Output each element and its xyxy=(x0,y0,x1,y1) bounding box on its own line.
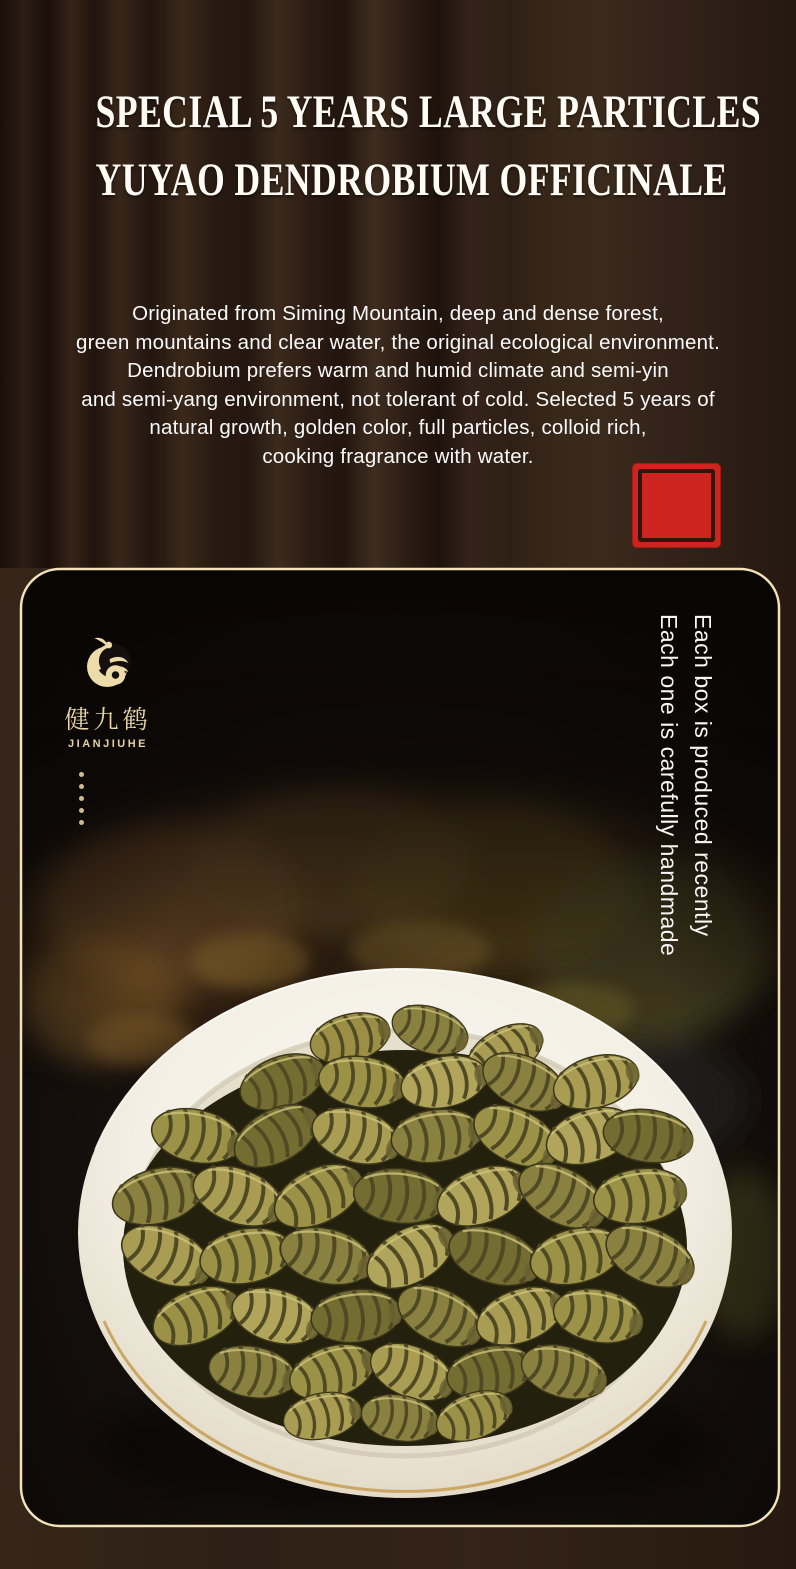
description-line: cooking fragrance with water. xyxy=(262,444,534,468)
crane-logo-icon xyxy=(84,634,132,692)
red-seal xyxy=(632,463,721,548)
title-line-2: YUYAO DENDROBIUM OFFICINALE xyxy=(95,154,728,206)
description-line: Dendrobium prefers warm and humid climate and semi-yin xyxy=(127,359,669,382)
description-line: green mountains and clear water, the original ecological environment. xyxy=(76,330,720,354)
description-line: natural growth, golden color, full particles, colloid rich, xyxy=(149,416,647,439)
brand-name-latin: JIANJIUHE xyxy=(68,738,148,750)
seal-inner-border xyxy=(638,469,715,542)
dots-ornament xyxy=(79,772,84,832)
title-line-1: SPECIAL 5 YEARS LARGE PARTICLES xyxy=(95,86,762,138)
vertical-tagline-1: Each box is produced recently xyxy=(690,614,716,937)
product-description xyxy=(0,300,796,471)
brand-name-chinese: 健九鹤 xyxy=(64,707,152,734)
page-title xyxy=(0,78,796,214)
description-line: and semi-yang environment, not tolerant of cold. Selected 5 years of xyxy=(81,387,715,411)
vertical-tagline-2: Each one is carefully handmade xyxy=(656,614,682,957)
brand-logo xyxy=(58,634,158,750)
description-line: Originated from Siming Mountain, deep and dense forest, xyxy=(132,302,664,325)
